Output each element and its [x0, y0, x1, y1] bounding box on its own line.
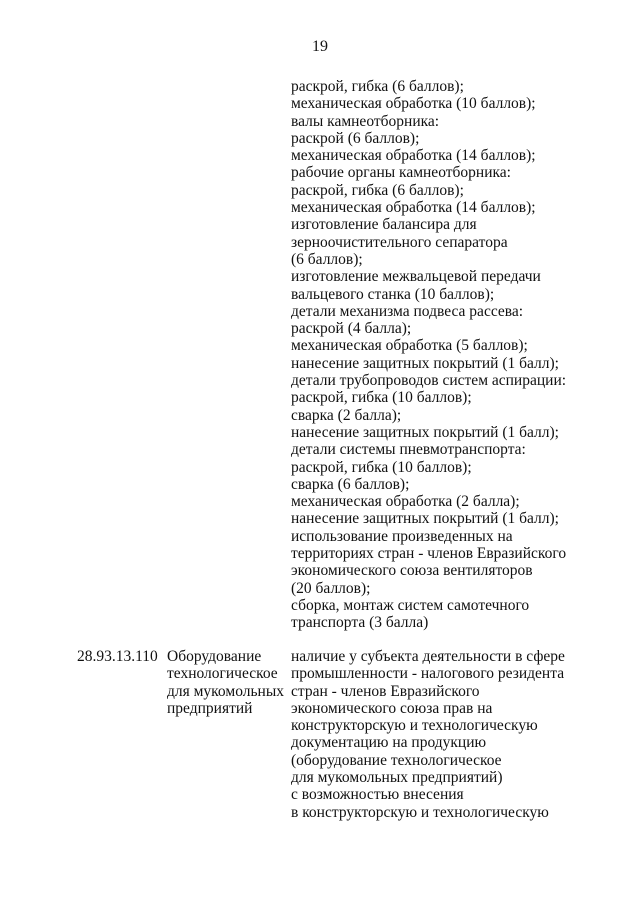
requirement-line: механическая обработка (2 балла); — [291, 493, 520, 511]
requirement-line: (20 баллов); — [291, 579, 371, 597]
requirement-line: раскрой (4 балла); — [291, 320, 412, 338]
requirement-line: изготовление балансира для — [291, 216, 477, 234]
requirement-line: детали механизма подвеса рассева: — [291, 302, 524, 320]
requirement-line: механическая обработка (10 баллов); — [291, 95, 536, 113]
requirement-line: промышленности - налогового резидента — [291, 665, 565, 683]
requirement-line: раскрой, гибка (10 баллов); — [291, 389, 472, 407]
requirement-line: для мукомольных предприятий) — [291, 769, 503, 787]
requirement-line: нанесение защитных покрытий (1 балл); — [291, 354, 559, 372]
continued-requirements — [291, 78, 611, 632]
requirement-line: нанесение защитных покрытий (1 балл); — [291, 510, 559, 528]
requirement-line: экономического союза прав на — [291, 699, 493, 717]
requirement-line: раскрой, гибка (6 баллов); — [291, 78, 464, 95]
product-name-line: Оборудование — [167, 648, 262, 665]
requirement-line: раскрой, гибка (6 баллов); — [291, 181, 464, 199]
requirement-line: документацию на продукцию — [291, 734, 487, 752]
product-name-line: предприятий — [167, 699, 253, 717]
requirement-line: раскрой (6 баллов); — [291, 129, 420, 147]
requirement-line: сборка, монтаж систем самотечного — [291, 596, 530, 614]
requirement-line: использование произведенных на — [291, 527, 513, 545]
requirement-line: вальцевого станка (10 баллов); — [291, 285, 495, 303]
requirement-line: изготовление межвальцевой передачи — [291, 268, 541, 286]
requirement-line: сварка (6 баллов); — [291, 475, 410, 493]
product-requirements — [291, 648, 611, 821]
product-name-line: для мукомольных — [167, 682, 284, 700]
requirement-line: механическая обработка (14 баллов); — [291, 199, 536, 217]
requirement-line: (оборудование технологическое — [291, 751, 502, 769]
requirement-line: зерноочистительного сепаратора — [291, 233, 508, 251]
requirement-line: стран - членов Евразийского — [291, 682, 480, 700]
product-name — [167, 648, 287, 717]
requirement-line: детали трубопроводов систем аспирации: — [291, 372, 567, 390]
product-name-line: технологическое — [167, 665, 278, 683]
requirement-line: территориях стран - членов Евразийского — [291, 545, 567, 563]
requirement-line: механическая обработка (14 баллов); — [291, 147, 536, 165]
requirement-line: сварка (2 балла); — [291, 406, 402, 424]
requirement-line: рабочие органы камнеотборника: — [291, 164, 511, 182]
requirement-line: наличие у субъекта деятельности в сфере — [291, 648, 565, 665]
requirement-line: детали системы пневмотранспорта: — [291, 441, 526, 459]
requirement-line: экономического союза вентиляторов — [291, 562, 533, 580]
requirement-line: валы камнеотборника: — [291, 112, 440, 130]
requirement-line: раскрой, гибка (10 баллов); — [291, 458, 472, 476]
product-code: 28.93.13.110 — [77, 648, 158, 665]
requirement-line: механическая обработка (5 баллов); — [291, 337, 528, 355]
requirement-line: (6 баллов); — [291, 250, 363, 268]
page-number: 19 — [312, 38, 328, 55]
requirement-line: с возможностью внесения — [291, 786, 464, 804]
requirement-line: конструкторскую и технологическую — [291, 717, 538, 735]
requirement-line: в конструкторскую и технологическую — [291, 803, 549, 821]
requirement-line: нанесение защитных покрытий (1 балл); — [291, 423, 559, 441]
requirement-line: транспорта (3 балла) — [291, 614, 429, 632]
